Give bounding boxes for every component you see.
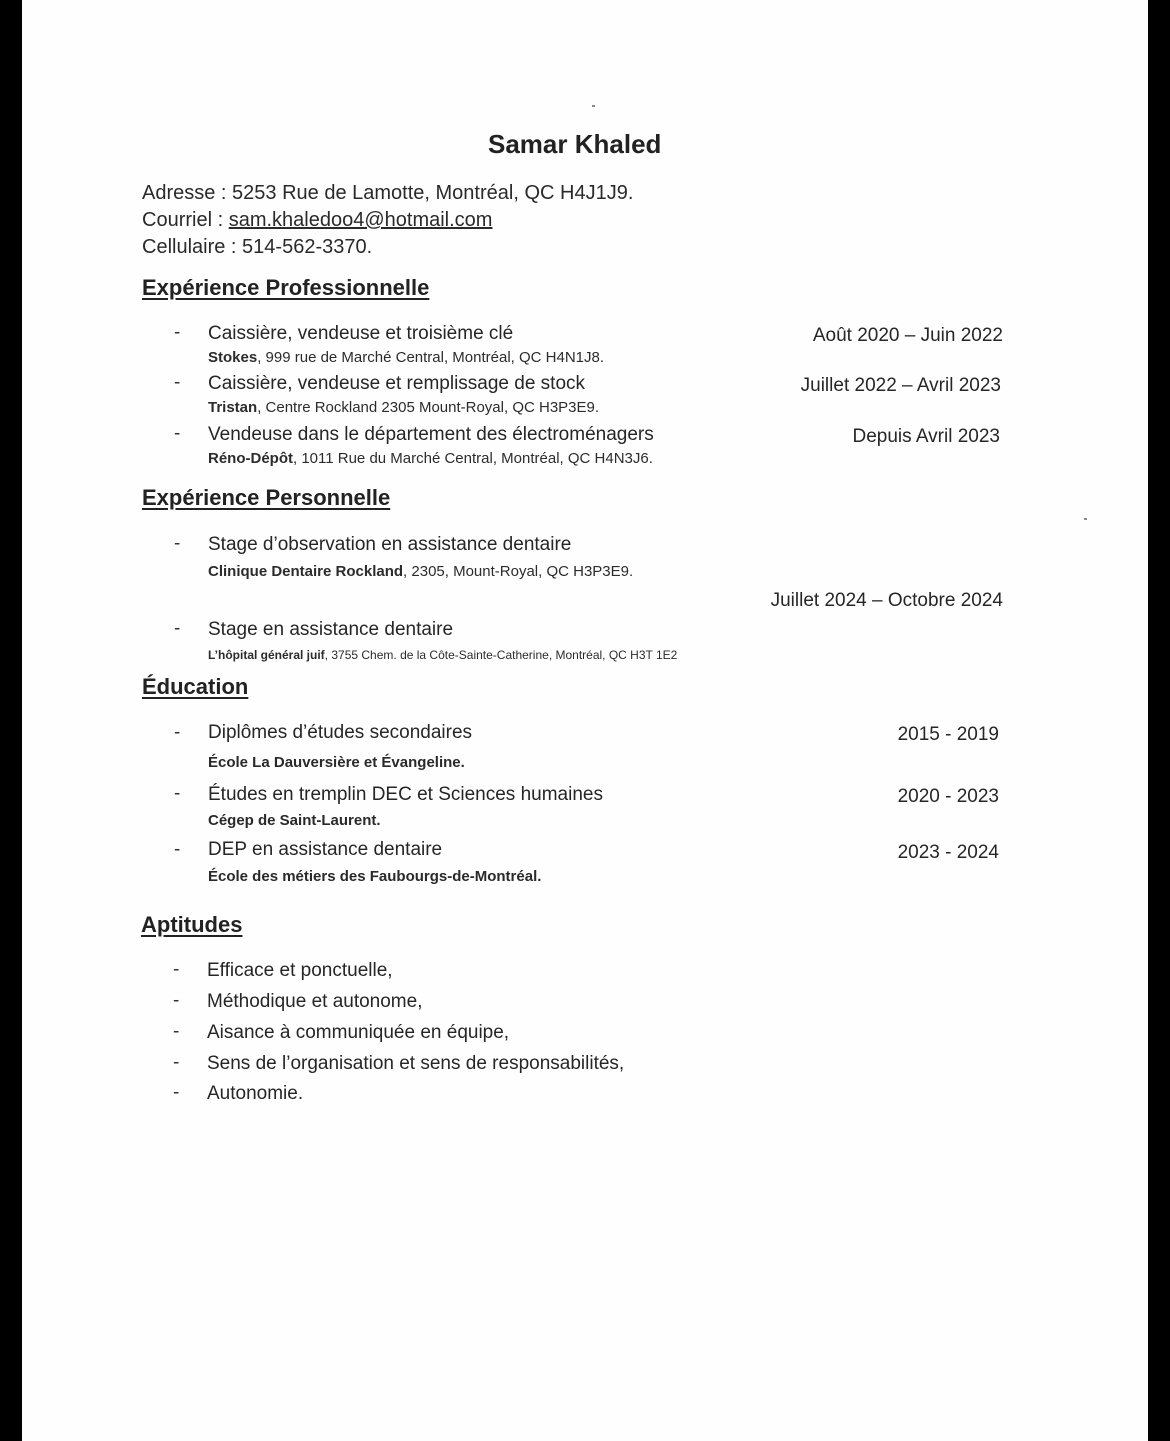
email-link[interactable]: sam.khaledoo4@hotmail.com — [228, 209, 493, 231]
job-date: Juillet 2022 – Avril 2023 — [800, 375, 1001, 396]
phone-label: Cellulaire : — [142, 236, 237, 258]
bullet: - — [174, 783, 181, 804]
school-name: École des métiers des Faubourgs-de-Montréal. — [208, 868, 542, 885]
phone-value: 514-562-3370. — [242, 236, 373, 258]
employer-name: Stokes — [208, 349, 258, 366]
skill-item: Aisance à communiquée en équipe, — [207, 1022, 510, 1043]
bullet: - — [174, 533, 181, 554]
job-title: Caissière, vendeuse et troisième clé — [208, 323, 514, 344]
employer-address: , 1011 Rue du Marché Central, Montréal, QC H4N3J6. — [293, 450, 653, 467]
section-heading-perso: Expérience Personnelle — [142, 485, 391, 510]
place-address: , 2305, Mount-Royal, QC H3P3E9. — [403, 563, 634, 580]
diploma-title: Études en tremplin DEC et Sciences humaines — [208, 784, 603, 805]
place-name: L’hôpital général juif — [208, 648, 325, 662]
address-value: 5253 Rue de Lamotte, Montréal, QC H4J1J9. — [232, 182, 634, 204]
job-date: Depuis Avril 2023 — [852, 426, 1000, 447]
bullet: - — [174, 618, 181, 639]
email-line — [142, 209, 492, 232]
employer-name: Tristan — [208, 399, 258, 416]
job-date: Août 2020 – Juin 2022 — [812, 325, 1003, 346]
job-employer — [208, 349, 604, 366]
section-heading-edu: Éducation — [142, 674, 249, 699]
diploma-title: Diplômes d’études secondaires — [208, 722, 473, 743]
skill-item: Sens de l’organisation et sens de responsabilités, — [207, 1053, 625, 1074]
diploma-date: 2020 - 2023 — [897, 786, 999, 807]
resume-name: Samar Khaled — [488, 129, 662, 159]
bullet: - — [174, 372, 181, 393]
bullet: - — [173, 959, 180, 980]
diploma-date: 2023 - 2024 — [897, 842, 999, 863]
job-title: Caissière, vendeuse et remplissage de stock — [208, 373, 586, 394]
employer-name: Réno-Dépôt — [208, 450, 293, 467]
bullet: - — [174, 839, 181, 860]
diploma-date: 2015 - 2019 — [897, 724, 999, 745]
place-name: Clinique Dentaire Rockland — [208, 563, 404, 580]
employer-address: , Centre Rockland 2305 Mount-Royal, QC H3P3E9. — [257, 399, 600, 416]
email-label: Courriel : — [142, 209, 224, 231]
bullet: - — [173, 990, 180, 1011]
bullet: - — [174, 423, 181, 444]
internship-place — [208, 563, 633, 580]
bullet: - — [173, 1052, 180, 1073]
section-heading-skills: Aptitudes — [141, 912, 243, 937]
internship-place — [208, 648, 677, 662]
internship-title: Stage d’observation en assistance dentaire — [208, 534, 572, 555]
address-line — [142, 182, 633, 205]
section-heading-pro: Expérience Professionnelle — [142, 275, 430, 300]
place-address: , 3755 Chem. de la Côte-Sainte-Catherine, Montréal, QC H3T 1E2 — [324, 648, 678, 662]
bullet: - — [173, 1021, 180, 1042]
skill-item: Efficace et ponctuelle, — [207, 960, 393, 981]
school-name: École La Dauversière et Évangeline. — [208, 754, 465, 771]
job-employer — [208, 450, 653, 467]
internship-title: Stage en assistance dentaire — [208, 619, 454, 640]
address-label: Adresse : — [142, 182, 227, 204]
bullet: - — [174, 722, 181, 743]
bullet: - — [174, 322, 181, 343]
school-name: Cégep de Saint-Laurent. — [208, 812, 381, 829]
phone-line — [142, 236, 372, 259]
job-employer — [208, 399, 599, 416]
skill-item: Méthodique et autonome, — [207, 991, 423, 1012]
internship-date: Juillet 2024 – Octobre 2024 — [770, 590, 1003, 611]
scan-speck — [592, 105, 595, 107]
resume-page — [22, 0, 1148, 1441]
job-title: Vendeuse dans le département des électroménagers — [208, 424, 654, 445]
diploma-title: DEP en assistance dentaire — [208, 839, 443, 860]
bullet: - — [173, 1082, 180, 1103]
scan-speck — [1084, 518, 1087, 520]
skill-item: Autonomie. — [207, 1083, 304, 1104]
employer-address: , 999 rue de Marché Central, Montréal, QC H4N1J8. — [257, 349, 605, 366]
